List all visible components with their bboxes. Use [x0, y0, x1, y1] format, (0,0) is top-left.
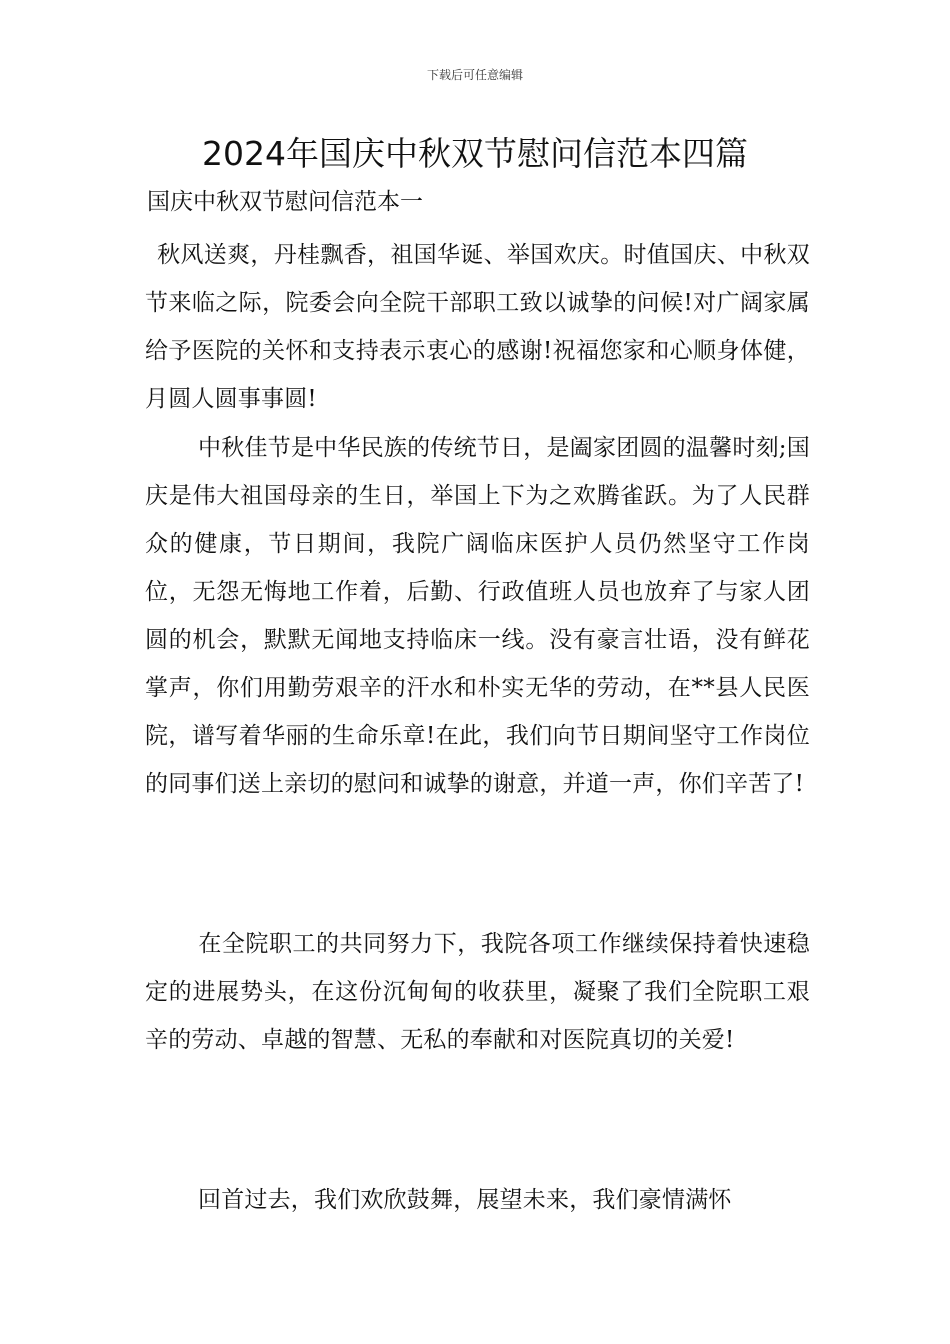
document-title: 2024年国庆中秋双节慰问信范本四篇 [202, 134, 748, 173]
paragraph-2-text: 中秋佳节是中华民族的传统节日，是阖家团圆的温馨时刻;国庆是伟大祖国母亲的生日，举国上下为之欢腾雀跃。为了人民群众的健康，节日期间，我院广阔临床医护人员仍然坚守工作岗位，无怨无悔地工作着，后勤、行政值班人员也放弃了与家人团圆的机会，默默无闻地支持临床一线。没有豪言壮语，没有鲜花掌声，你们用勤劳艰辛的汗水和朴实无华的劳动，在**县人民医院，谱写着华丽的生命乐章!在此，我们向节日期间坚守工作岗位的同事们送上亲切的慰问和诚挚的谢意，并道一声，你们辛苦了! [145, 435, 810, 797]
paragraph-1-text: 秋风送爽，丹桂飘香，祖国华诞、举国欢庆。时值国庆、中秋双节来临之际，院委会向全院干部职工致以诚挚的问候!对广阔家属给予医院的关怀和支持表示衷心的感谢!祝福您家和心顺身体健，月圆人圆事事圆! [145, 242, 810, 412]
paragraph-1 [145, 231, 810, 423]
paragraph-3 [145, 920, 810, 1064]
paragraph-2 [145, 424, 810, 808]
paragraph-4-text: 回首过去，我们欢欣鼓舞，展望未来，我们豪情满怀 [198, 1187, 732, 1213]
header-note: 下载后可任意编辑 [426, 68, 523, 82]
paragraph-4 [145, 1176, 810, 1224]
paragraph-3-text: 在全院职工的共同努力下，我院各项工作继续保持着快速稳定的进展势头，在这份沉甸甸的收获里，凝聚了我们全院职工艰辛的劳动、卓越的智慧、无私的奉献和对医院真切的关爱! [145, 931, 810, 1053]
section-heading: 国庆中秋双节慰问信范本一 [147, 189, 423, 215]
